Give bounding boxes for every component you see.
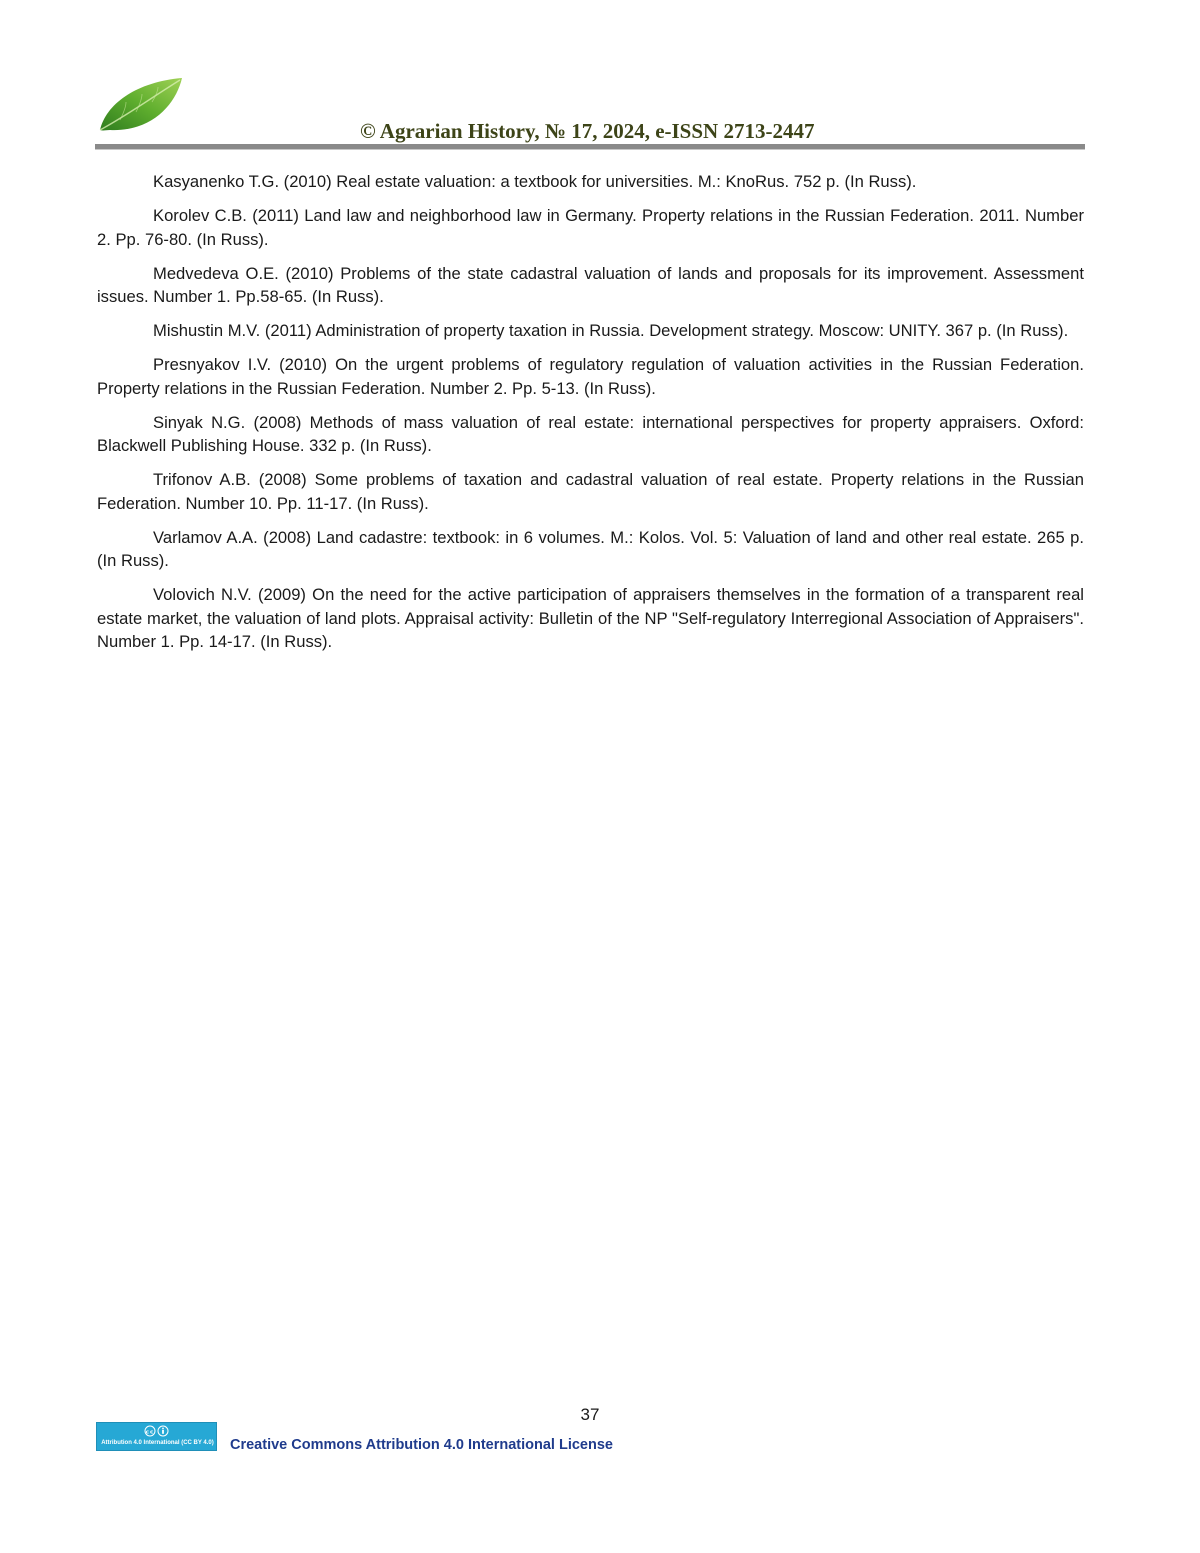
cc-license-badge[interactable] bbox=[96, 1422, 217, 1451]
reference-item: Medvedeva O.E. (2010) Problems of the state cadastral valuation of lands and proposals for its improvement. Assessment issues. Number 1. Pp.58-65. (In Russ). bbox=[97, 263, 1084, 306]
cc-badge-caption: Attribution 4.0 International (CC BY 4.0) bbox=[101, 1440, 214, 1446]
reference-item: Sinyak N.G. (2008) Methods of mass valuation of real estate: international perspectives for property appraisers. Oxford: Blackwell Publishing House. 332 p. (In Russ). bbox=[97, 412, 1084, 455]
reference-item: Presnyakov I.V. (2010) On the urgent problems of regulatory regulation of valuation activities in the Russian Federation. Property relations in the Russian Federation. Number 2. Pp. 5-13. (In Russ). bbox=[97, 355, 1084, 398]
reference-item: Trifonov A.B. (2008) Some problems of taxation and cadastral valuation of real estate. Property relations in the Russian Federation. Number 10. Pp. 11-17. (In Russ). bbox=[97, 470, 1084, 513]
reference-item: Varlamov A.A. (2008) Land cadastre: textbook: in 6 volumes. M.: Kolos. Vol. 5: Valuation of land and other real estate. 265 p. (In Russ). bbox=[97, 527, 1084, 570]
reference-item: Korolev C.B. (2011) Land law and neighborhood law in Germany. Property relations in the Russian Federation. 2011. Number 2. Pp. 76-80. (In Russ). bbox=[97, 206, 1084, 249]
journal-header-title: © Agrarian History, № 17, 2024, e-ISSN 2713-2447 bbox=[360, 119, 815, 143]
reference-item: Kasyanenko T.G. (2010) Real estate valuation: a textbook for universities. M.: KnoRus. 752 p. (In Russ). bbox=[153, 172, 917, 191]
license-link[interactable]: Creative Commons Attribution 4.0 International License bbox=[230, 1437, 613, 1453]
reference-item: Mishustin M.V. (2011) Administration of property taxation in Russia. Development strategy. Moscow: UNITY. 367 p. (In Russ). bbox=[153, 321, 1069, 340]
header-divider bbox=[95, 144, 1085, 149]
svg-text:cc: cc bbox=[145, 1429, 154, 1436]
page-number: 37 bbox=[580, 1405, 600, 1424]
reference-list bbox=[97, 170, 1084, 664]
reference-item: Volovich N.V. (2009) On the need for the active participation of appraisers themselves in the formation of a transparent real estate market, the valuation of land plots. Appraisal activity: Bulletin of the NP "Self-regulatory Interregional Association of Appraisers". Number 1. Pp. 14-17. (In Russ). bbox=[97, 585, 1084, 651]
leaf-icon bbox=[96, 74, 188, 136]
